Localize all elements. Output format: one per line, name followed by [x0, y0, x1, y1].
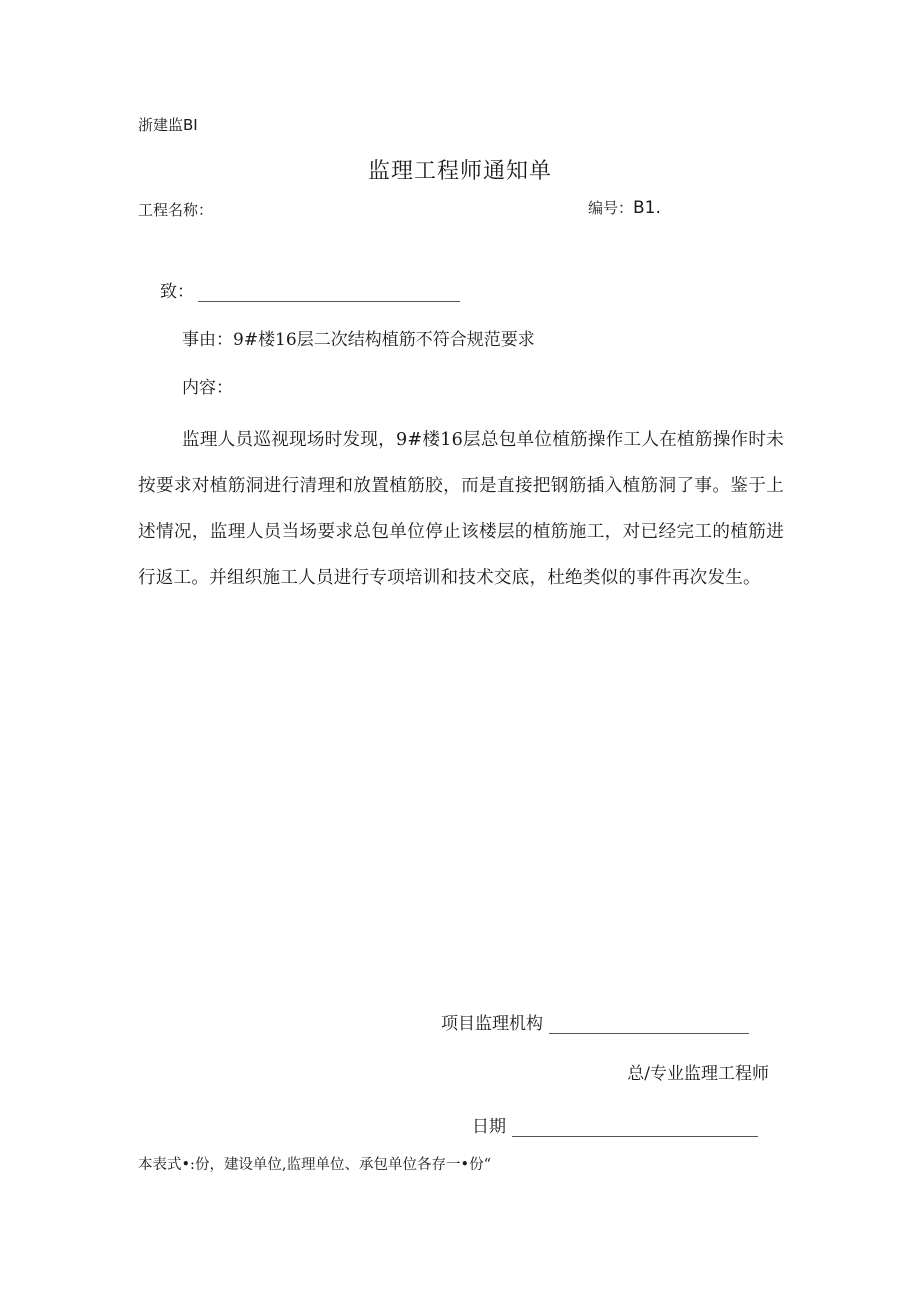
signature-org-row [441, 1009, 749, 1034]
signature-engineer-label: 总/专业监理工程师 [627, 1064, 769, 1084]
signature-date-label: 日期 [472, 1117, 506, 1137]
document-number [588, 197, 661, 218]
number-value: B1. [633, 198, 661, 218]
subject-line: 事由：9#楼16层二次结构植筋不符合规范要求 [182, 330, 535, 350]
signature-org-label: 项目监理机构 [441, 1014, 543, 1034]
signature-date-row [472, 1112, 758, 1137]
project-name-label: 工程名称： [138, 201, 214, 219]
number-label: 编号： [588, 199, 634, 217]
signature-org-blank-line [549, 1015, 749, 1034]
recipient-blank-line [198, 283, 460, 302]
recipient-label: 致： [160, 282, 194, 302]
form-code: 浙建监BI [138, 116, 198, 134]
signature-date-blank-line [512, 1118, 758, 1137]
recipient-row [160, 277, 460, 302]
content-label: 内容： [182, 378, 233, 398]
document-title: 监理工程师通知单 [367, 159, 552, 184]
content-body: 监理人员巡视现场时发现，9#楼16层总包单位植筋操作工人在植筋操作时未按要求对植筋洞进行清理和放置植筋胶，而是直接把钢筋插入植筋洞了事。鉴于上述情况，监理人员当场要求总包单位停止该楼层的植筋施工，对已经完工的植筋进行返工。并组织施工人员进行专项培训和技术交底，杜绝类似的事件再次发生。 [138, 430, 784, 588]
footnote: 本表式•:份，建设单位,监理单位、承包单位各存一•份“ [138, 1157, 492, 1173]
